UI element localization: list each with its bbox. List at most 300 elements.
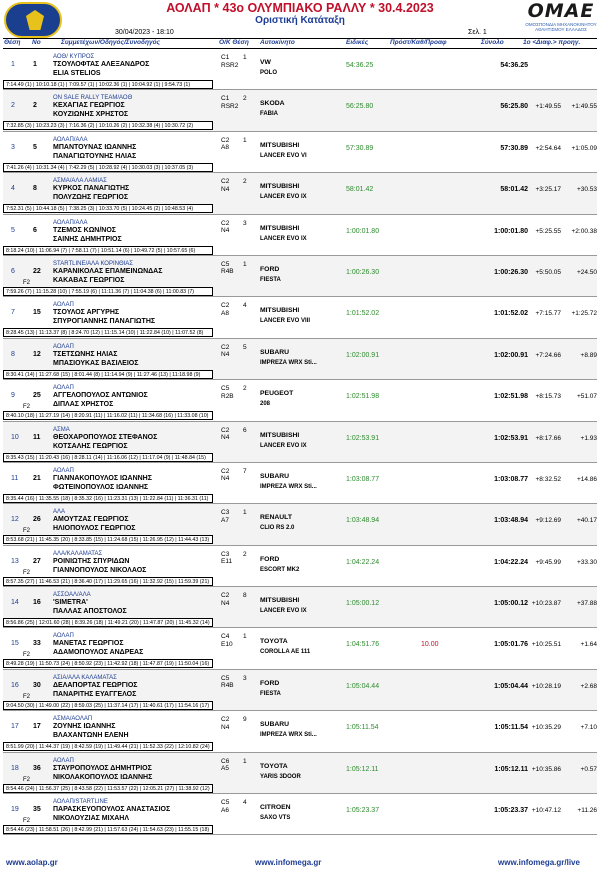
driver-name: ΓΙΑΝΝΑΚΟΠΟΥΛΟΣ ΙΩΑΝΝΗΣ bbox=[53, 474, 152, 482]
special-time: 1:02:53.91 bbox=[346, 434, 380, 442]
stage-splits: 9:04.50 (30) | 11:49.00 (22) | 8:59.03 (25) | 11:37.14 (17) | 11:40.61 (17) | 11:54.16 (17) bbox=[3, 701, 213, 710]
total-time: 1:03:48.94 bbox=[494, 517, 528, 525]
special-time: 58:01.42 bbox=[346, 186, 374, 194]
class-code: RSR2 bbox=[221, 61, 239, 69]
special-time: 1:04:51.76 bbox=[346, 641, 380, 649]
special-time: 1:02:51.98 bbox=[346, 393, 380, 401]
codriver-name: ΔΙΠΛΑΣ ΧΡΗΣΤΟΣ bbox=[53, 401, 114, 409]
page-title: ΑΟΛΑΠ * 43ο ΟΛΥΜΠΙΑΚΟ ΡΑΛΛΥ * 30.4.2023 bbox=[166, 1, 434, 15]
page-number: Σελ. 1 bbox=[468, 29, 487, 36]
special-time: 1:02:00.91 bbox=[346, 351, 380, 359]
table-row bbox=[3, 256, 597, 297]
car-number: 8 bbox=[33, 185, 37, 193]
table-row bbox=[3, 504, 597, 545]
gap-to-first: +3:25.17 bbox=[535, 186, 561, 194]
car-make: MITSUBISHI bbox=[260, 183, 300, 191]
class-code: N4 bbox=[221, 723, 230, 731]
club-name: ΑΣΣΟΑΛ/ΑΛΑ bbox=[53, 592, 91, 599]
penalty-time: 10.00 bbox=[421, 641, 439, 649]
table-row bbox=[3, 422, 597, 463]
car-model: LANCER EVO VI bbox=[260, 152, 307, 159]
codriver-name: ΚΟΥΖΙΩΝΗΣ ΧΡΗΣΤΟΣ bbox=[53, 111, 129, 119]
table-row bbox=[3, 297, 597, 338]
car-class bbox=[221, 716, 229, 731]
class-code: A7 bbox=[221, 516, 229, 524]
result-position: 5 bbox=[11, 226, 15, 234]
page-subtitle: Οριστική Κατάταξη bbox=[255, 15, 345, 26]
total-time: 1:00:26.30 bbox=[494, 268, 528, 276]
class-position: 5 bbox=[243, 343, 247, 351]
total-time: 1:01:52.02 bbox=[494, 310, 528, 318]
col-crew: Συμμετέχων/Οδηγός/Συνοδηγός bbox=[61, 39, 160, 46]
car-number: 12 bbox=[33, 350, 41, 358]
class-position: 2 bbox=[243, 95, 247, 103]
category-badge: F2 bbox=[23, 818, 31, 825]
class-code: N4 bbox=[221, 227, 230, 235]
col-pos: Θέση bbox=[4, 39, 21, 46]
car-make: TOYOTA bbox=[260, 638, 288, 646]
class-position: 7 bbox=[243, 467, 247, 475]
car-number: 36 bbox=[33, 764, 41, 772]
codriver-name: ΚΑΚΑΒΑΣ ΓΕΩΡΓΙΟΣ bbox=[53, 276, 125, 284]
total-time: 54:36.25 bbox=[500, 62, 528, 69]
total-time: 1:02:53.91 bbox=[494, 434, 528, 442]
result-position: 8 bbox=[11, 350, 15, 358]
gap-to-first: +9:12.69 bbox=[535, 517, 561, 525]
car-number: 26 bbox=[33, 516, 41, 524]
special-time: 1:04:22.24 bbox=[346, 558, 380, 566]
driver-name: ΖΟΥΝΗΣ ΙΩΑΝΝΗΣ bbox=[53, 723, 116, 731]
car-make: SUBARU bbox=[260, 472, 290, 480]
car-make: PEUGEOT bbox=[260, 390, 294, 398]
driver-name: ΤΣΕΤΣΩΝΗΣ ΗΛΙΑΣ bbox=[53, 350, 118, 358]
result-position: 16 bbox=[11, 681, 19, 689]
car-model: 208 bbox=[260, 401, 271, 408]
total-time: 1:05:11.54 bbox=[494, 724, 528, 732]
gap-to-previous: +2:00.38 bbox=[571, 227, 597, 235]
table-row bbox=[3, 215, 597, 256]
club-name: ΑΣΜΑ/ΑΟΛΑΠ bbox=[53, 716, 93, 723]
stage-splits: 8:56.86 (25) | 12:01.60 (28) | 8:39.26 (18) | 11:49.21 (20) | 11:47.87 (20) | 11:45.32 (14) bbox=[3, 618, 213, 627]
driver-name: ΚΕΧΑΓΙΑΣ ΓΕΩΡΓΙΟΣ bbox=[53, 102, 125, 110]
car-make: MITSUBISHI bbox=[260, 141, 300, 149]
category-badge: F2 bbox=[23, 528, 31, 535]
table-row bbox=[3, 463, 597, 504]
col-special: Ειδικές bbox=[346, 39, 369, 46]
gap-to-first: +1:49.55 bbox=[535, 103, 561, 111]
col-car: Αυτοκίνητο bbox=[260, 39, 295, 46]
car-number: 6 bbox=[33, 226, 37, 234]
footer-link-aolap[interactable]: www.aolap.gr bbox=[6, 858, 58, 867]
car-class bbox=[221, 509, 229, 524]
result-position: 7 bbox=[11, 309, 15, 317]
gap-to-previous: +24.50 bbox=[576, 268, 597, 276]
total-time: 1:02:51.98 bbox=[494, 393, 528, 401]
car-model: LANCER EVO IX bbox=[260, 608, 307, 615]
omae-logo-subtext: ΟΜΟΣΠΟΝΔΙΑ ΜΗΧΑΝΟΚΙΝΗΤΟΥ ΑΘΛΗΤΙΣΜΟΥ ΕΛΛΑΔΟΣ bbox=[525, 22, 597, 32]
car-make: FORD bbox=[260, 555, 280, 563]
car-model: LANCER EVO IX bbox=[260, 442, 307, 449]
gap-to-previous: +1:25.72 bbox=[571, 310, 597, 318]
special-time: 1:03:08.77 bbox=[346, 475, 380, 483]
car-number: 16 bbox=[33, 599, 41, 607]
codriver-name: ΠΑΝΑΓΙΩΤΟΥΝΗΣ ΗΛΙΑΣ bbox=[53, 152, 137, 160]
class-group: C5 bbox=[221, 674, 230, 682]
total-time: 1:05:12.11 bbox=[494, 765, 528, 773]
car-make: SKODA bbox=[260, 100, 285, 108]
total-time: 1:05:23.37 bbox=[494, 807, 528, 815]
special-time: 1:05:12.11 bbox=[346, 765, 379, 773]
result-position: 10 bbox=[11, 433, 19, 441]
gap-to-first: +10:35.29 bbox=[531, 724, 561, 732]
car-make: FORD bbox=[260, 265, 280, 273]
class-position: 9 bbox=[243, 716, 247, 724]
car-class bbox=[221, 302, 229, 317]
result-position: 18 bbox=[11, 764, 19, 772]
car-model: FIESTA bbox=[260, 690, 281, 697]
car-class bbox=[221, 592, 229, 607]
car-model: YARIS 3DOOR bbox=[260, 773, 301, 780]
stage-splits: 8:54.46 (24) | 11:56.37 (25) | 8:43.58 (22) | 11:53.57 (22) | 12:05.21 (27) | 11:38.92 (12) bbox=[3, 784, 213, 793]
stage-splits: 7:32.85 (3) | 10:23.23 (3) | 7:16.36 (2) | 10:10.26 (2) | 10:32.38 (4) | 10:30.72 (2) bbox=[3, 121, 213, 130]
result-position: 13 bbox=[11, 557, 19, 565]
special-time: 1:00:26.30 bbox=[346, 268, 380, 276]
car-make: VW bbox=[260, 59, 271, 66]
car-class bbox=[221, 758, 229, 773]
result-position: 6 bbox=[11, 267, 15, 275]
gap-to-first: +5:25.55 bbox=[535, 227, 561, 235]
codriver-name: ΑΔΑΜΟΠΟΥΛΟΣ ΑΝΔΡΕΑΣ bbox=[53, 649, 144, 657]
table-row bbox=[3, 173, 597, 214]
gap-to-previous: +2.68 bbox=[580, 682, 597, 690]
driver-name: ΡΟΙΝΙΩΤΗΣ ΣΠΥΡΙΔΩΝ bbox=[53, 557, 130, 565]
table-row bbox=[3, 711, 597, 752]
car-make: MITSUBISHI bbox=[260, 431, 300, 439]
gap-to-first: +2:54.64 bbox=[535, 144, 561, 152]
table-row bbox=[3, 670, 597, 711]
col-gaps: 1ο <Διαφ.> προηγ. bbox=[523, 39, 581, 46]
codriver-name: ΠΟΛΥΖΩΗΣ ΓΕΩΡΓΙΟΣ bbox=[53, 194, 129, 202]
result-position: 14 bbox=[11, 599, 19, 607]
stage-splits: 8:28.45 (13) | 11:13.37 (8) | 8:24.70 (12) | 11:15.14 (10) | 11:22.84 (10) | 11:07.52 (8) bbox=[3, 328, 213, 337]
class-position: 1 bbox=[243, 136, 247, 144]
club-name: ΑΟΛΑΠ/STARTLINE bbox=[53, 799, 108, 806]
gap-to-previous: +30.53 bbox=[576, 186, 597, 194]
results-table bbox=[3, 49, 597, 835]
car-class bbox=[221, 137, 229, 152]
codriver-name: ΜΠΑΣΙΟΥΚΑΣ ΒΑΣΙΛΕΙΟΣ bbox=[53, 359, 139, 367]
class-code: N4 bbox=[221, 185, 230, 193]
car-class bbox=[221, 261, 234, 276]
car-make: MITSUBISHI bbox=[260, 597, 300, 605]
driver-name: ΤΣΟΥΛΟΦΤΑΣ ΑΛΕΞΑΝΔΡΟΣ bbox=[53, 61, 150, 68]
gap-to-first: +10:35.86 bbox=[531, 765, 561, 773]
class-group: C3 bbox=[221, 550, 230, 558]
car-number: 5 bbox=[33, 143, 37, 151]
table-row bbox=[3, 628, 597, 669]
car-make: TOYOTA bbox=[260, 762, 288, 770]
car-number: 22 bbox=[33, 267, 41, 275]
class-code: R4B bbox=[221, 268, 234, 276]
stage-splits: 8:54.46 (23) | 11:58.51 (26) | 8:42.99 (21) | 11:57.63 (24) | 11:54.63 (23) | 11:55.15 (18) bbox=[3, 825, 213, 834]
club-name: ΑΣΜΑ/ΑΛΑ ΛΑΜΙΑΣ bbox=[53, 178, 107, 185]
class-group: C4 bbox=[221, 633, 230, 641]
driver-name: ΜΠΑΝΤΟΥΝΑΣ ΙΩΑΝΝΗΣ bbox=[53, 143, 137, 151]
gap-to-previous: +37.88 bbox=[576, 600, 597, 608]
club-name: ΑΛΑ/ΚΑΛΑΜΑΤΑΣ bbox=[53, 550, 103, 557]
car-number: 27 bbox=[33, 557, 41, 565]
club-name: ΑΣΜΑ bbox=[53, 426, 70, 433]
stage-splits: 8:49.28 (19) | 11:50.73 (24) | 8:50.92 (23) | 11:42.92 (18) | 11:47.87 (19) | 11:50.04 (16) bbox=[3, 659, 213, 668]
total-time: 1:00:01.80 bbox=[494, 227, 528, 235]
special-time: 57:30.89 bbox=[346, 144, 374, 152]
stage-splits: 8:18.24 (10) | 11:06.94 (7) | 7:58.11 (7) | 10:51.14 (6) | 10:49.72 (5) | 10:57.65 (6) bbox=[3, 246, 213, 255]
car-class bbox=[221, 633, 233, 648]
class-code: E11 bbox=[221, 558, 233, 566]
table-row bbox=[3, 132, 597, 173]
club-name: ON SALE RALLY TEAM/ΑΟΘ bbox=[53, 95, 133, 102]
class-position: 1 bbox=[243, 633, 247, 641]
class-code: N4 bbox=[221, 351, 230, 359]
class-group: C6 bbox=[221, 757, 230, 765]
class-position: 2 bbox=[243, 550, 247, 558]
car-number: 2 bbox=[33, 102, 37, 110]
gap-to-previous: +1.93 bbox=[580, 434, 597, 442]
gap-to-previous: +33.30 bbox=[576, 558, 597, 566]
class-position: 1 bbox=[243, 260, 247, 268]
total-time: 1:05:00.12 bbox=[494, 600, 528, 608]
car-class bbox=[221, 54, 238, 69]
codriver-name: ΦΩΤΕΙΝΟΠΟΥΛΟΣ ΙΩΑΝΝΗΣ bbox=[53, 483, 149, 491]
class-group: C5 bbox=[221, 799, 230, 807]
stage-splits: 7:14.49 (1) | 10:10.18 (1) | 7:09.57 (1) | 10:02.36 (1) | 10:04.92 (1) | 9:54.73 (1) bbox=[3, 80, 213, 89]
footer-link-live[interactable]: www.infomega.gr/live bbox=[498, 858, 580, 867]
car-class bbox=[221, 344, 229, 359]
club-name: ΑΟΘ/ ΚΥΠΡΟΣ bbox=[53, 54, 95, 60]
gap-to-previous: +7.10 bbox=[580, 724, 597, 732]
car-class bbox=[221, 220, 229, 235]
class-code: R4B bbox=[221, 682, 234, 690]
special-time: 1:03:48.94 bbox=[346, 517, 380, 525]
car-class bbox=[221, 385, 234, 400]
category-badge: F2 bbox=[23, 693, 31, 700]
stage-splits: 8:30.41 (14) | 11:27.68 (15) | 8:01.44 (8) | 11:14.94 (9) | 11:27.46 (13) | 11:18.98 (9) bbox=[3, 370, 213, 379]
gap-to-first: +10:23.87 bbox=[531, 600, 561, 608]
class-group: C5 bbox=[221, 385, 230, 393]
stage-splits: 8:40.10 (18) | 11:27.19 (14) | 8:20.91 (11) | 11:16.02 (11) | 11:34.68 (16) | 11:33.08 (10) bbox=[3, 411, 213, 420]
gap-to-previous: +40.17 bbox=[576, 517, 597, 525]
codriver-name: ΠΑΛΛΑΣ ΑΠΟΣΤΟΛΟΣ bbox=[53, 608, 127, 616]
gap-to-previous: +0.57 bbox=[580, 765, 597, 773]
class-code: N4 bbox=[221, 434, 230, 442]
category-badge: F2 bbox=[23, 279, 31, 286]
stage-splits: 8:53.68 (21) | 11:45.35 (20) | 8:33.85 (15) | 11:24.68 (15) | 11:26.95 (12) | 11:44.43 (13) bbox=[3, 535, 213, 544]
class-group: C2 bbox=[221, 426, 230, 434]
class-group: C2 bbox=[221, 178, 230, 186]
class-group: C2 bbox=[221, 716, 230, 724]
car-number: 25 bbox=[33, 392, 41, 400]
class-group: C2 bbox=[221, 467, 230, 475]
car-model: ESCORT MK2 bbox=[260, 566, 300, 573]
special-time: 1:05:23.37 bbox=[346, 807, 380, 815]
result-position: 15 bbox=[11, 640, 19, 648]
gap-to-first: +8:17.66 bbox=[535, 434, 561, 442]
class-group: C2 bbox=[221, 592, 230, 600]
table-row bbox=[3, 794, 597, 835]
car-make: SUBARU bbox=[260, 348, 290, 356]
club-name: STARTLINE/ΑΛΑ ΚΟΡΙΝΘΙΑΣ bbox=[53, 260, 133, 267]
special-time: 54:36.25 bbox=[346, 62, 374, 69]
category-badge: F2 bbox=[23, 652, 31, 659]
class-group: C5 bbox=[221, 260, 230, 268]
result-position: 3 bbox=[11, 143, 15, 151]
report-datetime: 30/04/2023 - 18:10 bbox=[115, 29, 174, 36]
car-model: POLO bbox=[260, 70, 278, 76]
omae-logo bbox=[525, 0, 597, 36]
table-row bbox=[3, 339, 597, 380]
category-badge: F2 bbox=[23, 776, 31, 783]
stage-splits: 7:41.26 (4) | 10:31.34 (4) | 7:42.29 (5) | 10:28.92 (4) | 10:30.03 (3) | 10:37.05 (3) bbox=[3, 163, 213, 172]
class-position: 4 bbox=[243, 302, 247, 310]
category-badge: F2 bbox=[23, 569, 31, 576]
codriver-name: ΝΙΚΟΛΑΚΟΠΟΥΛΟΣ ΙΩΑΝΝΗΣ bbox=[53, 773, 153, 781]
club-name: ΑΛΑ bbox=[53, 509, 66, 516]
car-model: COROLLA AE 111 bbox=[260, 649, 311, 656]
result-position: 11 bbox=[11, 474, 19, 482]
car-number: 35 bbox=[33, 806, 41, 814]
total-time: 58:01.42 bbox=[500, 186, 528, 194]
gap-to-previous: +51.07 bbox=[576, 393, 597, 401]
club-name: ΑΟΛΑΠ bbox=[53, 757, 74, 764]
codriver-name: ΣΠΥΡΟΓΙΑΝΝΗΣ ΠΑΝΑΓΙΩΤΗΣ bbox=[53, 318, 156, 326]
car-number: 17 bbox=[33, 723, 41, 731]
car-make: CITROEN bbox=[260, 804, 291, 812]
total-time: 57:30.89 bbox=[500, 144, 528, 152]
gap-to-previous: +8.89 bbox=[580, 351, 597, 359]
car-make: MITSUBISHI bbox=[260, 307, 300, 315]
omae-logo-text: OMAE bbox=[527, 0, 595, 22]
total-time: 1:05:01.76 bbox=[494, 641, 528, 649]
gap-to-first: +10:25.51 bbox=[531, 641, 561, 649]
class-position: 3 bbox=[243, 674, 247, 682]
car-model: IMPREZA WRX Sti... bbox=[260, 732, 317, 739]
driver-name: ΜΑΝΕΤΑΣ ΓΕΩΡΓΙΟΣ bbox=[53, 640, 124, 648]
car-class bbox=[221, 427, 229, 442]
club-name: ΑΟΛΑΠ bbox=[53, 633, 74, 640]
gap-to-previous: +1.64 bbox=[580, 641, 597, 649]
car-model: LANCER EVO IX bbox=[260, 235, 307, 242]
car-number: 33 bbox=[33, 640, 41, 648]
class-group: C2 bbox=[221, 219, 230, 227]
club-name: ΑΟΛΑΠ bbox=[53, 385, 74, 392]
car-number: 21 bbox=[33, 474, 41, 482]
class-group: C2 bbox=[221, 136, 230, 144]
class-position: 1 bbox=[243, 757, 247, 765]
car-number: 15 bbox=[33, 309, 41, 317]
gap-to-first: +7:24.66 bbox=[535, 351, 561, 359]
gap-to-first: +10:47.12 bbox=[531, 807, 561, 815]
car-number: 30 bbox=[33, 681, 41, 689]
result-position: 19 bbox=[11, 806, 19, 814]
class-position: 1 bbox=[243, 54, 247, 61]
stage-splits: 8:57.35 (27) | 11:46.53 (21) | 8:36.40 (17) | 11:29.65 (16) | 11:32.92 (15) | 11:59.39 (21) bbox=[3, 577, 213, 586]
car-class bbox=[221, 95, 238, 110]
car-model: FIESTA bbox=[260, 276, 281, 283]
class-code: N4 bbox=[221, 475, 230, 483]
col-no: Νο bbox=[32, 39, 41, 46]
car-model: SAXO VTS bbox=[260, 815, 291, 822]
stage-splits: 8:35.44 (16) | 11:35.55 (18) | 8:35.32 (16) | 11:23.31 (13) | 11:22.84 (11) | 11:36.31 (11) bbox=[3, 494, 213, 503]
report-header bbox=[0, 0, 600, 40]
result-position: 9 bbox=[11, 392, 15, 400]
car-model: IMPREZA WRX Sti... bbox=[260, 359, 317, 366]
car-class bbox=[221, 799, 229, 814]
driver-name: ΤΖΕΜΟΣ ΚΩΝ/ΝΟΣ bbox=[53, 226, 117, 234]
class-group: C2 bbox=[221, 302, 230, 310]
car-class bbox=[221, 551, 232, 566]
codriver-name: ΒΛΑΧΑΝΤΩΝΗ ΕΛΕΝΗ bbox=[53, 732, 129, 740]
class-code: N4 bbox=[221, 599, 230, 607]
class-position: 2 bbox=[243, 385, 247, 393]
gap-to-first: +5:50.05 bbox=[535, 268, 561, 276]
gap-to-previous: +14.86 bbox=[576, 475, 597, 483]
class-code: A8 bbox=[221, 144, 229, 152]
driver-name: ΚΑΡΑΝΙΚΟΛΑΣ ΕΠΑΜΕΙΝΩΝΔΑΣ bbox=[53, 267, 163, 275]
codriver-name: ΚΟΤΣΑΛΗΣ ΓΕΩΡΓΙΟΣ bbox=[53, 442, 128, 450]
table-row bbox=[3, 587, 597, 628]
gap-to-first: +10:28.19 bbox=[531, 682, 561, 690]
gap-to-first: +9:45.99 bbox=[535, 558, 561, 566]
total-time: 1:03:08.77 bbox=[494, 475, 528, 483]
gap-to-first: +7:15.77 bbox=[535, 310, 561, 318]
club-name: ΑΟΛΑΠ/ΑΛΑ bbox=[53, 219, 88, 226]
driver-name: ΔΕΛΑΠΟΡΤΑΣ ΓΕΩΡΓΙΟΣ bbox=[53, 681, 138, 689]
driver-name: ΑΜΟΥΤΖΑΣ ΓΕΩΡΓΙΟΣ bbox=[53, 516, 129, 524]
result-position: 17 bbox=[11, 723, 19, 731]
class-position: 6 bbox=[243, 426, 247, 434]
car-model: FABIA bbox=[260, 111, 278, 118]
car-class bbox=[221, 178, 229, 193]
class-position: 8 bbox=[243, 592, 247, 600]
codriver-name: ΝΙΚΟΛΟΥΖΙΑΣ ΜΙΧΑΗΛ bbox=[53, 815, 130, 823]
class-code: E10 bbox=[221, 640, 233, 648]
car-model: LANCER EVO IX bbox=[260, 194, 307, 201]
car-make: MITSUBISHI bbox=[260, 224, 300, 232]
class-code: A6 bbox=[221, 806, 229, 814]
total-time: 56:25.80 bbox=[500, 103, 528, 111]
special-time: 1:05:04.44 bbox=[346, 682, 380, 690]
class-group: C1 bbox=[221, 54, 230, 61]
table-row bbox=[3, 753, 597, 794]
club-name: ΑΟΛΑΠ bbox=[53, 467, 74, 474]
car-model: CLIO RS 2.0 bbox=[260, 525, 295, 532]
stage-splits: 8:35.43 (15) | 11:20.43 (16) | 8:28.11 (14) | 11:16.06 (12) | 11:17.04 (9) | 11:48.84 (15) bbox=[3, 453, 213, 462]
codriver-name: ΗΛΙΟΠΟΥΛΟΣ ΓΕΩΡΓΙΟΣ bbox=[53, 525, 136, 533]
special-time: 56:25.80 bbox=[346, 103, 374, 111]
special-time: 1:00:01.80 bbox=[346, 227, 380, 235]
club-name: ΑΣΙΑ/ΑΛΑ ΚΑΛΑΜΑΤΑΣ bbox=[53, 674, 117, 681]
class-code: A5 bbox=[221, 765, 229, 773]
gap-to-previous: +1:05.09 bbox=[571, 144, 597, 152]
codriver-name: ΣΑΙΝΗΣ ΔΗΜΗΤΡΙΟΣ bbox=[53, 235, 122, 243]
footer-link-infomega[interactable]: www.infomega.gr bbox=[255, 858, 322, 867]
driver-name: ΠΑΡΑΣΚΕΥΟΠΟΥΛΟΣ ΑΝΑΣΤΑΣΙΟΣ bbox=[53, 806, 171, 814]
table-row bbox=[3, 546, 597, 587]
car-make: RENAULT bbox=[260, 514, 292, 522]
driver-name: ΣΤΑΥΡΟΠΟΥΛΟΣ ΔΗΜΗΤΡΙΟΣ bbox=[53, 764, 152, 772]
car-number: 11 bbox=[33, 433, 41, 441]
driver-name: ΚΥΡΚΟΣ ΠΑΝΑΓΙΩΤΗΣ bbox=[53, 185, 130, 193]
